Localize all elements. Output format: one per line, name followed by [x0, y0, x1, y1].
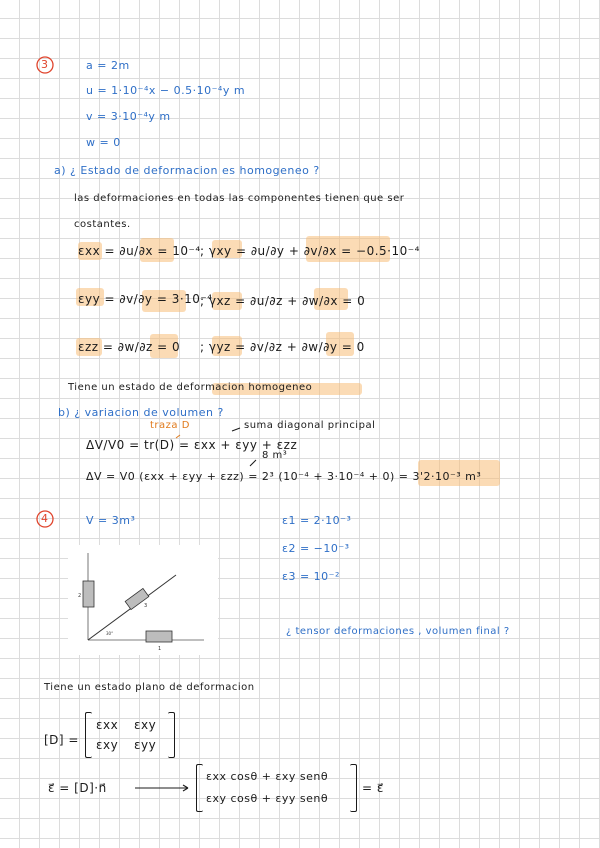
- part-a-question: a) ¿ Estado de deformacion es homogeneo ?: [54, 164, 320, 177]
- fig-label-30: 30°: [106, 631, 114, 636]
- matrix-label: [D] =: [44, 733, 79, 747]
- part-a-text-2: costantes.: [74, 219, 131, 230]
- diag-note: suma diagonal principal: [244, 420, 376, 431]
- matrix-cell-10: εxy: [96, 738, 119, 752]
- fig-label-3: 3: [144, 603, 148, 609]
- fig-label-2: 2: [78, 593, 82, 599]
- epsilon-vector: ε⃗ = [D]·n⃗: [48, 781, 107, 795]
- part-a-text-1: las deformaciones en todas las componentes tienen que ser: [74, 193, 405, 204]
- strain-exx: εxx = ∂u/∂x = 10⁻⁴: [78, 244, 201, 258]
- strain-gyz: ; γyz = ∂v/∂z + ∂w/∂y = 0: [200, 340, 365, 354]
- given-e3: ε3 = 10⁻²: [282, 570, 340, 583]
- result-row-1: εxx cosθ + εxy senθ: [206, 770, 329, 783]
- fig-label-1: 1: [158, 646, 162, 652]
- given-v: v = 3·10⁻⁴y m: [86, 110, 171, 123]
- plane-state: Tiene un estado plano de deformacion: [44, 682, 255, 693]
- traza-note: traza D: [150, 420, 190, 431]
- figure-drawing: [68, 545, 218, 655]
- result-equals: = ε⃗: [362, 781, 384, 795]
- part-b-question: b) ¿ variacion de volumen ?: [58, 406, 224, 419]
- dv-result: ΔV = V0 (εxx + εyy + εzz) = 2³ (10⁻⁴ + 3·10⁻⁴ + 0) = 3'2·10⁻³ m³: [86, 470, 482, 483]
- gauge-2: [83, 581, 94, 607]
- matrix-cell-11: εyy: [134, 738, 157, 752]
- strain-eyy: εyy = ∂v/∂y = 3·10⁻⁴: [78, 292, 213, 306]
- strain-gxz: ; γxz = ∂u/∂z + ∂w/∂x = 0: [200, 294, 366, 308]
- gauge-1: [146, 631, 172, 642]
- problem-4-number: 4: [41, 512, 49, 525]
- matrix-bracket-right: [168, 712, 175, 758]
- strain-figure: [68, 545, 218, 655]
- matrix-cell-01: εxy: [134, 718, 157, 732]
- result-bracket-left: [196, 764, 203, 812]
- given-w: w = 0: [86, 136, 121, 149]
- given-u: u = 1·10⁻⁴x − 0.5·10⁻⁴y m: [86, 84, 246, 97]
- result-bracket-right: [350, 764, 357, 812]
- matrix-bracket-left: [85, 712, 92, 758]
- problem-3-number: 3: [41, 58, 49, 71]
- eight-m3: 8 m³: [262, 450, 288, 461]
- matrix-cell-00: εxx: [96, 718, 119, 732]
- given-volume: V = 3m³: [86, 514, 136, 527]
- given-e1: ε1 = 2·10⁻³: [282, 514, 352, 527]
- result-row-2: εxy cosθ + εyy senθ: [206, 792, 329, 805]
- given-e2: ε2 = −10⁻³: [282, 542, 350, 555]
- problem-4-question: ¿ tensor deformaciones , volumen final ?: [286, 626, 510, 637]
- given-a: a = 2m: [86, 59, 130, 72]
- conclusion-a: Tiene un estado de deformacion homogeneo: [68, 382, 313, 393]
- dv-formula: ΔV/V0 = tr(D) = εxx + εyy + εzz: [86, 438, 298, 452]
- strain-ezz: εzz = ∂w/∂z = 0: [78, 340, 181, 354]
- strain-gxy: ; γxy = ∂u/∂y + ∂v/∂x = −0.5·10⁻⁴: [200, 244, 420, 258]
